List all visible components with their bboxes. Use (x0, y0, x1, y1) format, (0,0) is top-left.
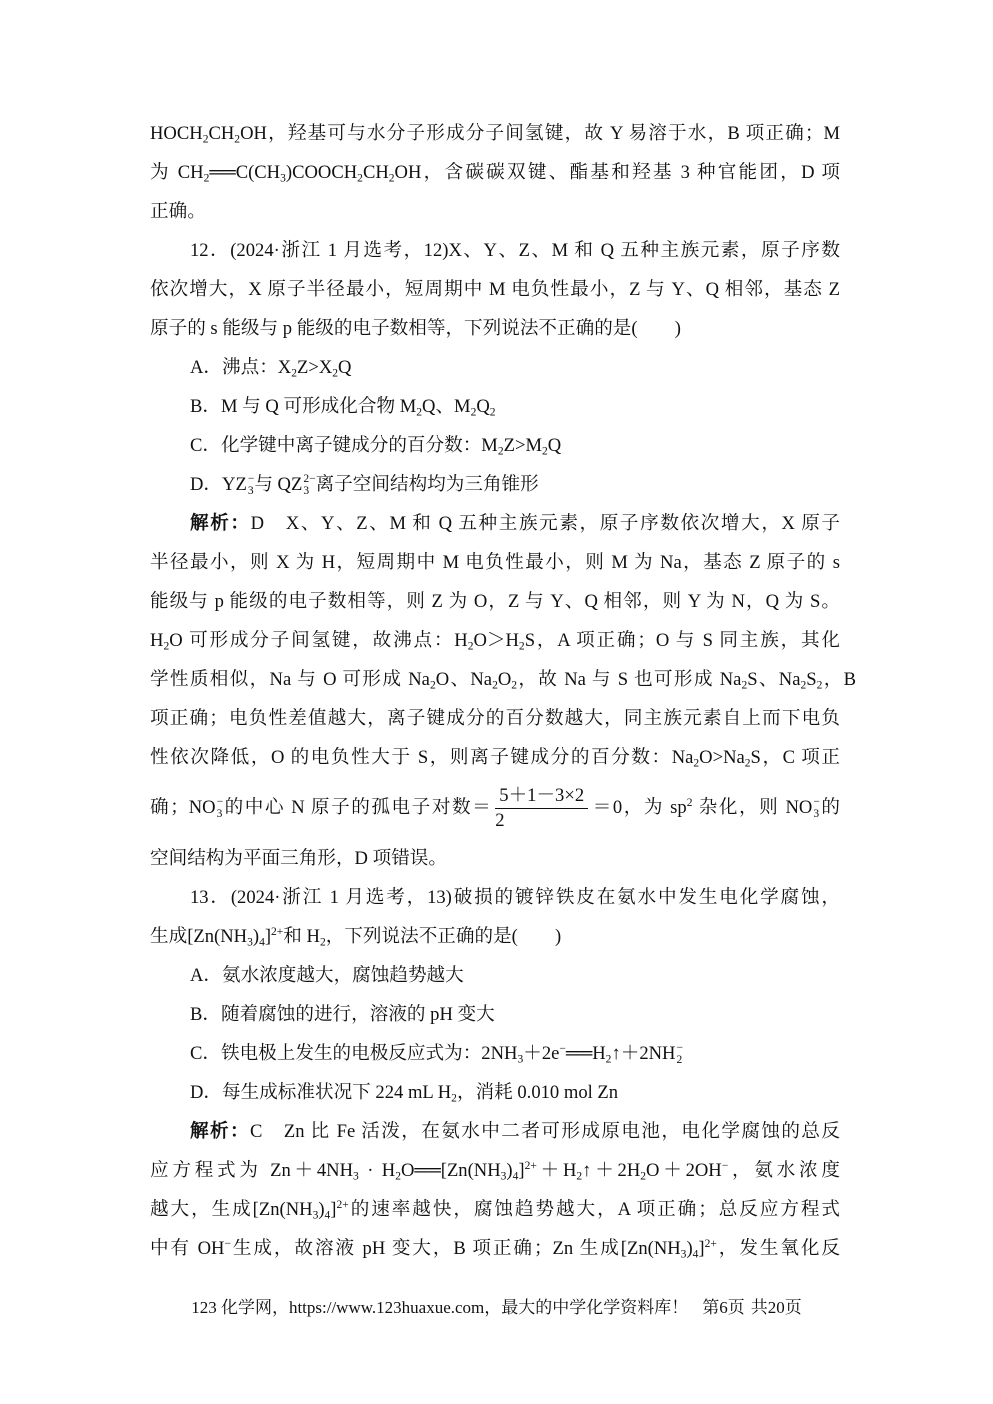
subscript: 2 (202, 133, 209, 146)
q13-stem-line-1 (150, 878, 840, 917)
text-run: Z>M (503, 435, 542, 456)
text-run: ] (330, 1199, 337, 1220)
subscript: 2 (489, 406, 496, 419)
text-run: H (150, 630, 164, 651)
subscript: 3 (353, 1170, 359, 1183)
subscript: 2 (291, 367, 297, 380)
text-run: ) (506, 1160, 513, 1181)
subscript: 2 (676, 1054, 683, 1066)
text-run: S，A 项正确；O 与 S 同主族，其化 (524, 630, 840, 651)
superscript: 2+ (271, 926, 284, 939)
superscript: 2− (303, 473, 316, 485)
text-run: Q (547, 435, 562, 456)
text-run: ) (318, 1199, 325, 1220)
text-run: OH，羟基可与水分子形成分子间氢键，故 Y 易溶于水，B 项正确；M (240, 123, 840, 144)
text-run: 生成[Zn(NH (150, 926, 248, 947)
q12-stem-line-2 (150, 270, 840, 309)
subscript: 2 (203, 172, 210, 185)
solution-label: 解析： (190, 1121, 251, 1142)
subscript: 2 (693, 757, 700, 770)
subscript: 4 (324, 1209, 331, 1222)
subscript: 2 (429, 679, 436, 692)
text-run: 原子的 s 能级与 p 能级的电子数相等，下列说法不正确的是( ) (150, 318, 681, 339)
q12-stem-line-1 (150, 231, 840, 270)
q12-option-a (150, 348, 840, 387)
subscript: 2 (741, 679, 748, 692)
ion-index-charge (303, 473, 315, 497)
q12-option-c (150, 426, 840, 465)
text-run: ，故 Na 与 S 也可形成 Na (517, 669, 742, 690)
text-run: 的中心 N 原子的孤电子对数＝ (223, 797, 493, 818)
text-run: S (806, 669, 817, 690)
text-run: 越大，生成[Zn(NH (150, 1199, 313, 1220)
prev-solution-line-3 (150, 192, 840, 231)
q13-option-a (150, 956, 840, 995)
text-run: )COOCH (285, 162, 358, 183)
text-run: C Zn 比 Fe 活泼，在氨水中二者可形成原电池，电化学腐蚀的总反 (250, 1121, 840, 1142)
q13-solution-line-2 (150, 1151, 840, 1190)
text-run: C．铁电极上发生的电极反应式为：2NH (190, 1043, 518, 1064)
text-run: S、Na (747, 669, 801, 690)
superscript: − (813, 796, 820, 808)
text-run: 离子空间结构均为三角锥形 (315, 474, 539, 495)
text-run: ] (698, 1238, 705, 1259)
text-run: D．YZ (190, 474, 247, 495)
prev-solution-line-1 (150, 114, 840, 153)
text-run: O══[Zn(NH (400, 1160, 501, 1181)
superscript: − (247, 473, 255, 485)
text-run: 为 CH (150, 162, 204, 183)
superscript: − (224, 1238, 231, 1251)
text-run: 中有 OH (150, 1238, 225, 1259)
superscript: 2+ (524, 1160, 537, 1173)
text-run: ══C(CH (209, 162, 281, 183)
text-run: ↑＋2NH (611, 1043, 676, 1064)
text-run: O (497, 669, 512, 690)
q13-solution-line-4 (150, 1229, 840, 1268)
text-run: 与 QZ (254, 474, 303, 495)
text-run: 半径最小，则 X 为 H，短周期中 M 电负性最小，则 M 为 Na，基态 Z 原子的 s (150, 552, 840, 573)
subscript: 2 (357, 172, 363, 185)
fraction-numerator: 5＋1－3×2 (495, 785, 588, 809)
footer-page-total: 共20页 (750, 1298, 802, 1317)
subscript: 2 (395, 1170, 401, 1183)
text-run: 应方程式为 Zn＋4NH (150, 1160, 354, 1181)
subscript: 2 (744, 757, 751, 770)
text-run: ，发生氧化反 (716, 1238, 840, 1259)
text-run: 杂化，则 NO (692, 797, 813, 818)
q13-solution-line-3 (150, 1190, 840, 1229)
subscript: 4 (692, 1248, 699, 1261)
text-run: ══H (565, 1043, 606, 1064)
subscript: 3 (247, 485, 254, 497)
superscript: 2 (686, 797, 693, 810)
text-run: ) (252, 926, 260, 947)
q12-option-d (150, 465, 840, 504)
text-run: 确；NO (150, 797, 216, 818)
text-run: A．氨水浓度越大，腐蚀趋势越大 (190, 965, 464, 986)
q13-option-b (150, 995, 840, 1034)
subscript: 2 (640, 1170, 647, 1183)
q12-option-b (150, 387, 840, 426)
text-run: C．化学键中离子键成分的百分数：M (190, 435, 498, 456)
text-run: 12．(2024·浙江 1 月选考，12)X、Y、Z、M 和 Q 五种主族元素，原子序数 (190, 240, 840, 261)
subscript: 2 (451, 1092, 457, 1105)
q12-solution-line-9 (150, 839, 840, 878)
subscript: 2 (492, 679, 498, 692)
q12-solution-line-1 (150, 504, 840, 543)
text-run: 性依次降低，O 的电负性大于 S，则离子键成分的百分数：Na (150, 747, 694, 768)
q13-option-c (150, 1034, 840, 1073)
superscript: 2+ (704, 1238, 717, 1251)
text-run: 能级与 p 能级的电子数相等，则 Z 为 O，Z 与 Y、Q 相邻，则 Y 为 N，Q 为 S。 (150, 591, 840, 612)
text-run: S，C 项正 (750, 747, 840, 768)
subscript: 4 (512, 1170, 519, 1183)
q12-solution-line-8 (150, 777, 840, 839)
q13-stem-line-2 (150, 917, 840, 956)
text-run: OH，含碳碳双键、酯基和羟基 3 种官能团，D 项 (394, 162, 840, 183)
subscript: 2 (816, 679, 823, 692)
subscript: 2 (497, 445, 504, 458)
text-run: 依次增大，X 原子半径最小，短周期中 M 电负性最小，Z 与 Y、Q 相邻，基态 Z (150, 279, 840, 300)
text-run: HOCH (150, 123, 203, 144)
q12-solution-line-2 (150, 543, 840, 582)
q12-solution-line-6 (150, 699, 840, 738)
q12-solution-line-4 (150, 621, 840, 660)
subscript: 4 (259, 936, 265, 949)
text-run: B．随着腐蚀的进行，溶液的 pH 变大 (190, 1004, 495, 1025)
text-run: O、Na (435, 669, 493, 690)
text-run: Z>X (297, 357, 333, 378)
subscript: 3 (247, 936, 253, 949)
prev-solution-line-2 (150, 153, 840, 192)
subscript: 2 (800, 679, 807, 692)
subscript: 2 (234, 133, 241, 146)
text-run: A．沸点：X (190, 357, 292, 378)
text-run: O＞H (473, 630, 519, 651)
subscript: 2 (542, 445, 548, 458)
text-run: 和 H (283, 926, 320, 947)
superscript: 2+ (336, 1199, 349, 1212)
q12-solution-line-5 (150, 660, 856, 699)
text-run: O 可形成分子间氢键，故沸点：H (169, 630, 468, 651)
text-run: CH (362, 162, 389, 183)
q12-solution-line-3 (150, 582, 840, 621)
text-run: ，氨水浓度 (728, 1160, 840, 1181)
subscript: 2 (467, 640, 474, 653)
subscript: 2 (416, 406, 423, 419)
text-run: ，B (822, 669, 857, 690)
q13-option-d (150, 1073, 840, 1112)
subscript: 2 (576, 1170, 583, 1183)
subscript: 3 (216, 808, 223, 820)
q12-stem-line-3 (150, 309, 840, 348)
text-run: 项正确；电负性差值越大，离子键成分的百分数越大，同主族元素自上而下电负 (150, 708, 840, 729)
superscript: − (676, 1042, 683, 1054)
page-body (150, 114, 856, 1268)
text-run: 空间结构为平面三角形，D 项错误。 (150, 848, 447, 869)
text-run: ] (518, 1160, 525, 1181)
text-run: ] (264, 926, 272, 947)
text-run: · H (358, 1160, 396, 1181)
text-run: ＋2e (523, 1043, 560, 1064)
text-run: 正确。 (150, 201, 206, 222)
subscript: 3 (280, 172, 286, 185)
superscript: − (216, 796, 224, 808)
subscript: 2 (518, 640, 525, 653)
page-footer (0, 1294, 993, 1322)
text-run: ) (686, 1238, 693, 1259)
text-run: ，下列说法不正确的是( ) (325, 926, 562, 947)
text-run: B．M 与 Q 可形成化合物 M (190, 396, 417, 417)
text-run: Q、M (422, 396, 471, 417)
subscript: 3 (517, 1053, 524, 1066)
text-run: ，消耗 0.010 mol Zn (456, 1082, 619, 1103)
footer-page-number: 第6页 (702, 1298, 745, 1317)
text-run: 学性质相似，Na 与 O 可形成 Na (150, 669, 430, 690)
text-run: 的速率越快，腐蚀趋势越大，A 项正确；总反应方程式 (348, 1199, 840, 1220)
subscript: 2 (605, 1053, 612, 1066)
subscript: 3 (500, 1170, 507, 1183)
subscript: 2 (470, 406, 477, 419)
subscript: 2 (319, 936, 326, 949)
subscript: 3 (303, 485, 310, 497)
text-run: ＝0，为 sp (591, 797, 687, 818)
fraction (495, 785, 588, 832)
text-run: 生成，故溶液 pH 变大，B 项正确；Zn 生成[Zn(NH (230, 1238, 681, 1259)
text-run: ＋H (536, 1160, 577, 1181)
subscript: 3 (813, 808, 820, 820)
subscript: 2 (511, 679, 518, 692)
text-run: 的 (819, 797, 841, 818)
footer-site-text: 123 化学网，https://www.123huaxue.com，最大的中学化学资料库！ (191, 1298, 689, 1317)
q12-solution-line-7 (150, 738, 840, 777)
superscript: − (721, 1160, 729, 1173)
subscript: 3 (312, 1209, 319, 1222)
text-run: Q (338, 357, 352, 378)
subscript: 3 (680, 1248, 687, 1261)
superscript: − (559, 1043, 566, 1056)
subscript: 2 (163, 640, 170, 653)
ion-index-charge (676, 1042, 683, 1066)
subscript: 2 (388, 172, 395, 185)
text-run: D X、Y、Z、M 和 Q 五种主族元素，原子序数依次增大，X 原子 (250, 513, 840, 534)
text-run: CH (208, 123, 235, 144)
fraction-denominator: 2 (495, 810, 505, 832)
subscript: 2 (332, 367, 339, 380)
q13-solution-line-1 (150, 1112, 840, 1151)
text-run: 13．(2024·浙江 1 月选考，13)破损的镀锌铁皮在氨水中发生电化学腐蚀， (190, 887, 840, 908)
text-run: O>Na (699, 747, 745, 768)
text-run: O＋2OH (646, 1160, 722, 1181)
text-run: Q (476, 396, 490, 417)
text-run: D．每生成标准状况下 224 mL H (190, 1082, 452, 1103)
solution-label: 解析： (190, 513, 251, 534)
text-run: ↑＋2H (582, 1160, 641, 1181)
